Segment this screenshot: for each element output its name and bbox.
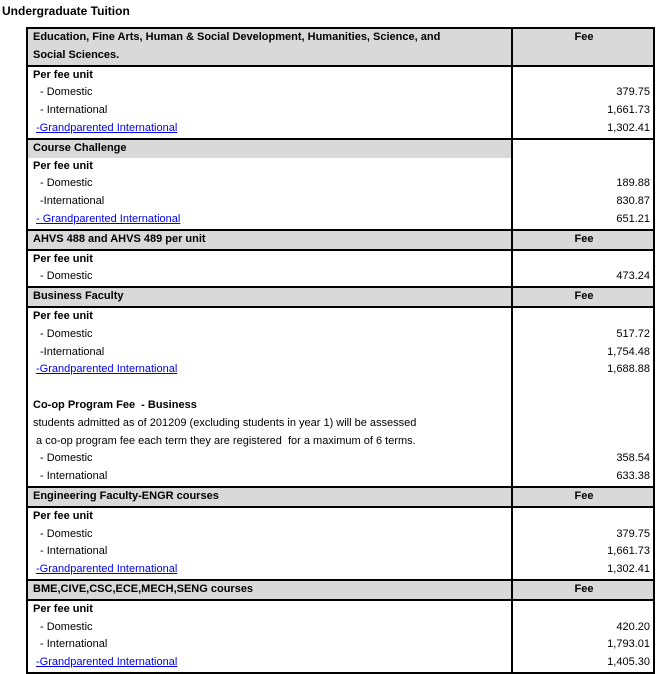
fee-cell [512, 307, 654, 326]
fee-cell [512, 507, 654, 526]
fee-row-grandparented [27, 120, 654, 139]
fee-cell: 1,302.41 [512, 561, 654, 580]
section-title-line2: Social Sciences. [33, 48, 120, 61]
row-label: - International [40, 638, 108, 651]
section-title-cell: AHVS 488 and AHVS 489 per unit [27, 230, 512, 250]
fee-row-domestic [27, 84, 654, 102]
subheader-cell: Per fee unit [33, 509, 93, 522]
fee-row-domestic [27, 175, 654, 193]
row-label: - Domestic [40, 620, 93, 633]
subheader-row [27, 600, 654, 619]
fee-cell [512, 250, 654, 269]
fee-row-international [27, 636, 654, 654]
fee-cell: 379.75 [512, 84, 654, 102]
section-title-cell: Engineering Faculty-ENGR courses [27, 487, 512, 507]
fee-row-domestic [27, 619, 654, 637]
fee-row-international [27, 468, 654, 487]
grandparented-international-link[interactable]: -Grandparented International [36, 656, 178, 669]
fee-cell: 651.21 [512, 211, 654, 230]
row-label [27, 361, 512, 379]
row-label: -International [40, 345, 105, 358]
fee-cell: 633.38 [512, 468, 654, 487]
fee-cell: 1,661.73 [512, 102, 654, 120]
fee-header-cell: Fee [512, 487, 654, 507]
section-title-cell: Course Challenge [27, 139, 512, 158]
fee-header-cell: Fee [512, 28, 654, 66]
section-course-challenge-header-row [27, 139, 654, 158]
fee-cell: 473.24 [512, 268, 654, 287]
row-label: - Domestic [40, 177, 93, 190]
grandparented-international-link[interactable]: -Grandparented International [36, 363, 178, 376]
page-title: Undergraduate Tuition [2, 4, 130, 18]
subheader-cell: Per fee unit [33, 602, 93, 615]
fee-cell [512, 66, 654, 85]
fee-cell: 1,302.41 [512, 120, 654, 139]
fee-cell [512, 397, 654, 415]
fee-cell: 1,405.30 [512, 654, 654, 673]
row-label: - Domestic [40, 452, 93, 465]
fee-cell: 1,688.88 [512, 361, 654, 379]
fee-row-international [27, 344, 654, 362]
fee-cell [512, 379, 654, 397]
row-label: - Domestic [40, 527, 93, 540]
note-text: students admitted as of 201209 (excluding students in year 1) will be assessed [33, 416, 417, 429]
subheader-cell: Per fee unit [33, 68, 93, 81]
section-title-cell: Business Faculty [27, 287, 512, 307]
subheader-row [27, 66, 654, 85]
fee-row-grandparented [27, 561, 654, 580]
tuition-fee-table [26, 27, 655, 674]
row-label: -International [40, 195, 105, 208]
fee-cell: 830.87 [512, 193, 654, 211]
fee-cell [512, 600, 654, 619]
fee-header-cell: Fee [512, 230, 654, 250]
section-education-header-row [27, 28, 654, 66]
row-label: - International [40, 104, 108, 117]
fee-cell: 379.75 [512, 526, 654, 544]
subheader-cell: Per fee unit [33, 309, 93, 322]
subheader-cell: Per fee unit [33, 252, 93, 265]
row-label [27, 211, 512, 230]
fee-header-cell [512, 139, 654, 158]
section-engineering-header-row [27, 487, 654, 507]
grandparented-international-link[interactable]: -Grandparented International [36, 563, 178, 576]
fee-row-domestic [27, 450, 654, 468]
note-text: a co-op program fee each term they are registered for a maximum of 6 terms. [33, 434, 416, 447]
fee-cell: 1,793.01 [512, 636, 654, 654]
note-row [27, 415, 654, 433]
grandparented-international-link[interactable]: -Grandparented International [36, 121, 178, 134]
coop-fee-title-row [27, 397, 654, 415]
row-label: - Domestic [27, 268, 512, 287]
fee-cell: 1,661.73 [512, 543, 654, 561]
fee-cell: 420.20 [512, 619, 654, 637]
fee-header-cell: Fee [512, 287, 654, 307]
row-label: - International [27, 468, 512, 487]
row-label: - International [40, 545, 108, 558]
fee-cell: 358.54 [512, 450, 654, 468]
subheader-row [27, 250, 654, 269]
section-title-cell [27, 28, 512, 66]
fee-cell: 1,754.48 [512, 344, 654, 362]
fee-cell: 517.72 [512, 326, 654, 344]
fee-row-grandparented [27, 211, 654, 230]
fee-cell: 189.88 [512, 175, 654, 193]
fee-cell [512, 158, 654, 176]
blank-cell [27, 379, 512, 397]
row-label [27, 120, 512, 139]
row-label: - Domestic [40, 327, 93, 340]
section-ahvs-header-row [27, 230, 654, 250]
section-title-cell: BME,CIVE,CSC,ECE,MECH,SENG courses [27, 580, 512, 600]
subheader-row [27, 158, 654, 176]
fee-header-cell: Fee [512, 580, 654, 600]
section-business-header-row [27, 287, 654, 307]
blank-row [27, 379, 654, 397]
section-bme-header-row [27, 580, 654, 600]
grandparented-international-link[interactable]: - Grandparented International [36, 212, 181, 225]
fee-cell [512, 433, 654, 451]
fee-cell [512, 415, 654, 433]
fee-row-domestic [27, 526, 654, 544]
row-label: - Domestic [40, 86, 93, 99]
fee-row-domestic [27, 326, 654, 344]
note-row [27, 433, 654, 451]
coop-fee-title-cell: Co-op Program Fee - Business [33, 398, 197, 411]
row-label [27, 561, 512, 580]
subheader-row [27, 307, 654, 326]
subheader-cell: Per fee unit [33, 159, 93, 172]
subheader-row [27, 507, 654, 526]
fee-row-international [27, 102, 654, 120]
fee-row-international [27, 543, 654, 561]
fee-row-domestic [27, 268, 654, 287]
fee-row-international [27, 193, 654, 211]
fee-row-grandparented [27, 361, 654, 379]
section-title-line1: Education, Fine Arts, Human & Social Development, Humanities, Science, and [33, 31, 441, 43]
